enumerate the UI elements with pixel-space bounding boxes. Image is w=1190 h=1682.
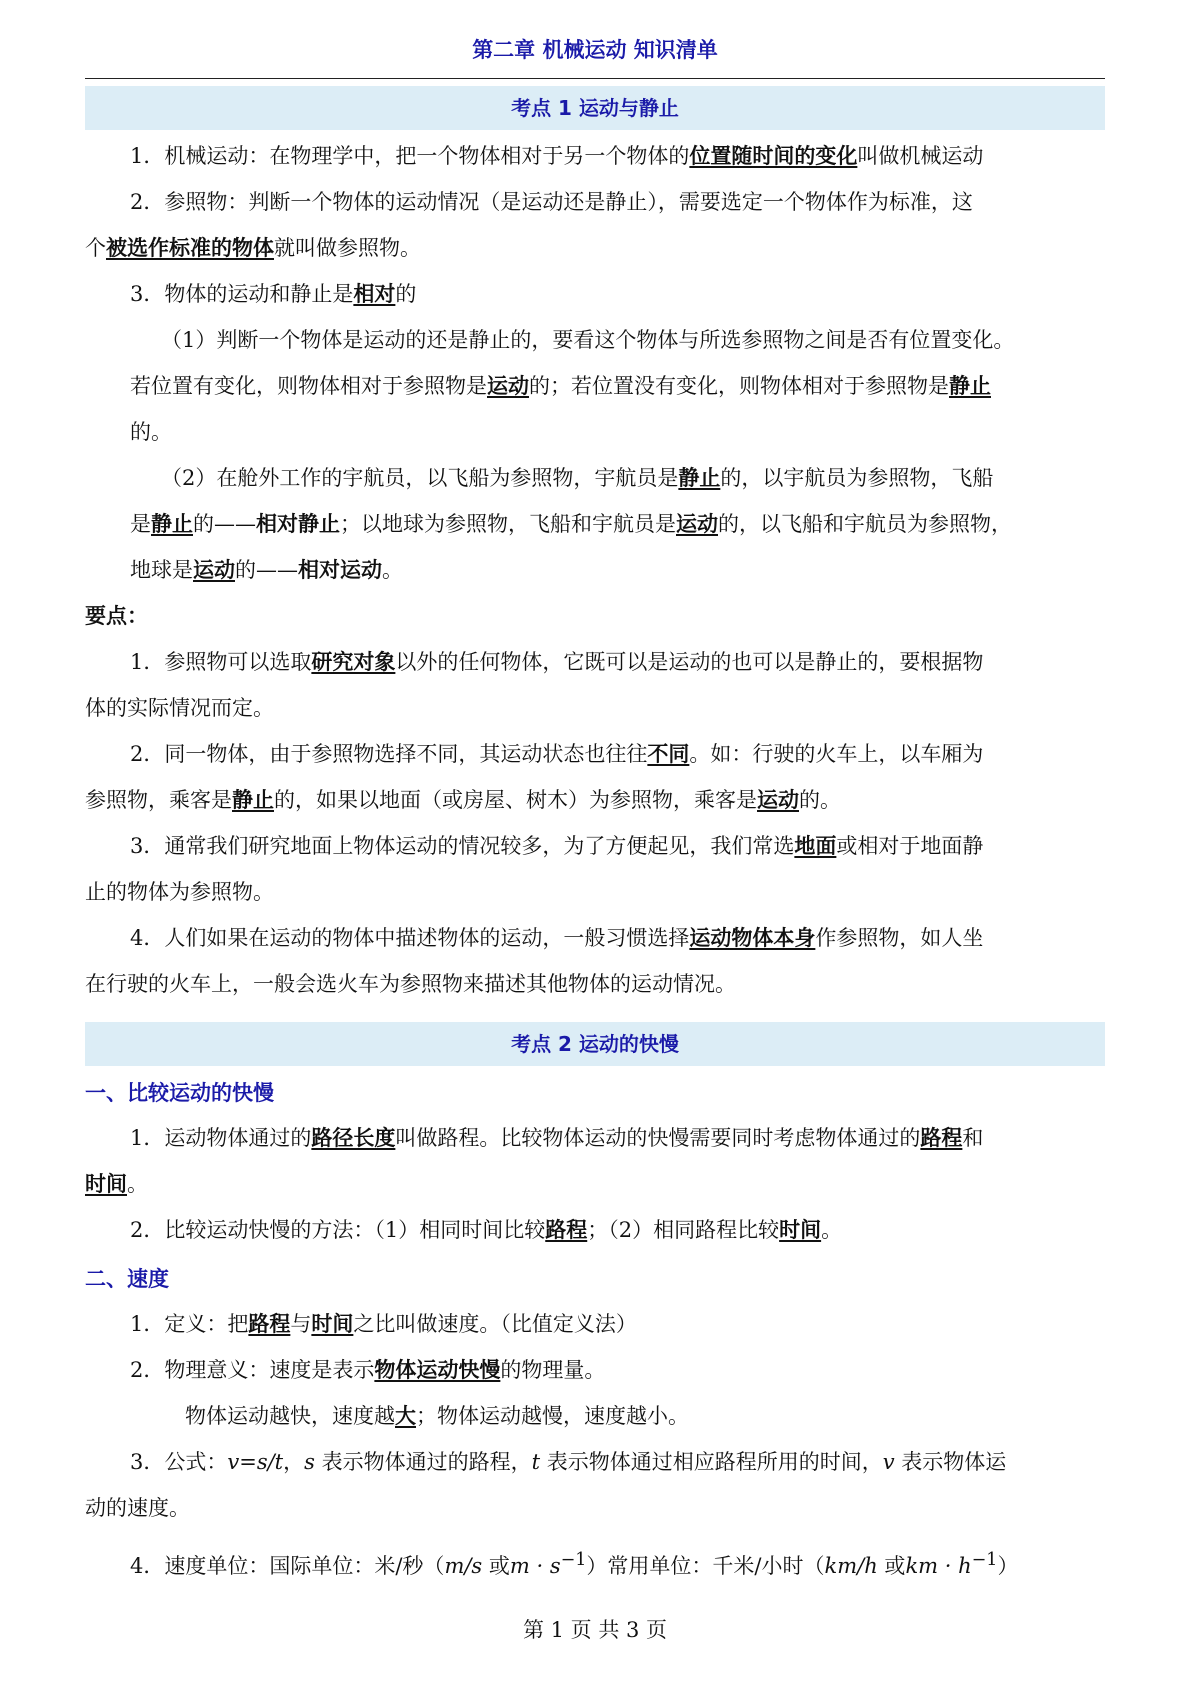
key-1-line2: 体的实际情况而定。 bbox=[85, 696, 274, 720]
heading-compare-speed: 一、比较运动的快慢 bbox=[85, 1081, 274, 1105]
v-meaning-note: 物体运动越快，速度越大；物体运动越慢，速度越小。 bbox=[185, 1404, 689, 1428]
m2: 2．比较运动快慢的方法：（1）相同时间比较路程；（2）相同路程比较时间。 bbox=[130, 1218, 843, 1242]
page-footer: 第 1 页 共 3 页 bbox=[522, 1618, 668, 1642]
para-2-line2: 个被选作标准的物体就叫做参照物。 bbox=[85, 236, 421, 260]
para-1: 1．机械运动：在物理学中，把一个物体相对于另一个物体的位置随时间的变化叫做机械运动 bbox=[130, 144, 984, 168]
section-header-2: 考点 2 运动的快慢 bbox=[85, 1022, 1105, 1066]
para-5-line1: （2）在舱外工作的宇航员，以飞船为参照物，宇航员是静止的，以宇航员为参照物，飞船 bbox=[161, 466, 994, 490]
key-points-title: 要点： bbox=[85, 604, 148, 628]
para-5-line2: 是静止的——相对静止；以地球为参照物，飞船和宇航员是运动的，以飞船和宇航员为参照物， bbox=[130, 512, 1012, 536]
v-def: 1．定义：把路程与时间之比叫做速度。（比值定义法） bbox=[130, 1312, 637, 1336]
document-page bbox=[85, 0, 1105, 1682]
key-1-line1: 1．参照物可以选取研究对象以外的任何物体，它既可以是运动的也可以是静止的，要根据物 bbox=[130, 650, 984, 674]
para-4-line1: （1）判断一个物体是运动的还是静止的，要看这个物体与所选参照物之间是否有位置变化。 bbox=[161, 328, 1015, 352]
document-title: 第二章 机械运动 知识清单 bbox=[472, 38, 718, 62]
section-header-1: 考点 1 运动与静止 bbox=[85, 86, 1105, 130]
key-4-line2: 在行驶的火车上，一般会选火车为参照物来描述其他物体的运动情况。 bbox=[85, 972, 736, 996]
heading-speed: 二、速度 bbox=[85, 1267, 169, 1291]
title-divider bbox=[85, 78, 1105, 79]
para-5-line3: 地球是运动的——相对运动。 bbox=[130, 558, 403, 582]
para-2-line1: 2．参照物：判断一个物体的运动情况（是运动还是静止），需要选定一个物体作为标准，这 bbox=[130, 190, 973, 214]
v-meaning: 2．物理意义：速度是表示物体运动快慢的物理量。 bbox=[130, 1358, 606, 1382]
key-3-line1: 3．通常我们研究地面上物体运动的情况较多，为了方便起见，我们常选地面或相对于地面静 bbox=[130, 834, 984, 858]
m1-line1: 1．运动物体通过的路径长度叫做路程。比较物体运动的快慢需要同时考虑物体通过的路程和 bbox=[130, 1126, 984, 1150]
v-formula-line1: 3．公式：v=s/t，s 表示物体通过的路程，t 表示物体通过相应路程所用的时间，v 表示物体运 bbox=[130, 1450, 1007, 1474]
para-4-line3: 的。 bbox=[130, 420, 172, 444]
para-4-line2: 若位置有变化，则物体相对于参照物是运动的；若位置没有变化，则物体相对于参照物是静止 bbox=[130, 374, 991, 398]
v-formula-line2: 动的速度。 bbox=[85, 1496, 190, 1520]
key-2-line1: 2．同一物体，由于参照物选择不同，其运动状态也往往不同。如：行驶的火车上，以车厢为 bbox=[130, 742, 984, 766]
key-3-line2: 止的物体为参照物。 bbox=[85, 880, 274, 904]
key-4-line1: 4．人们如果在运动的物体中描述物体的运动，一般习惯选择运动物体本身作参照物，如人坐 bbox=[130, 926, 984, 950]
key-2-line2: 参照物，乘客是静止的，如果以地面（或房屋、树木）为参照物，乘客是运动的。 bbox=[85, 788, 841, 812]
para-3: 3．物体的运动和静止是相对的 bbox=[130, 282, 417, 306]
m1-line2: 时间。 bbox=[85, 1172, 148, 1196]
v-units: 4．速度单位：国际单位：米/秒（m/s 或$m \cdot s^{-1}$）常用单位：千米/小时（km/h 或km · $h^{-1}$） bbox=[130, 1550, 1019, 1578]
